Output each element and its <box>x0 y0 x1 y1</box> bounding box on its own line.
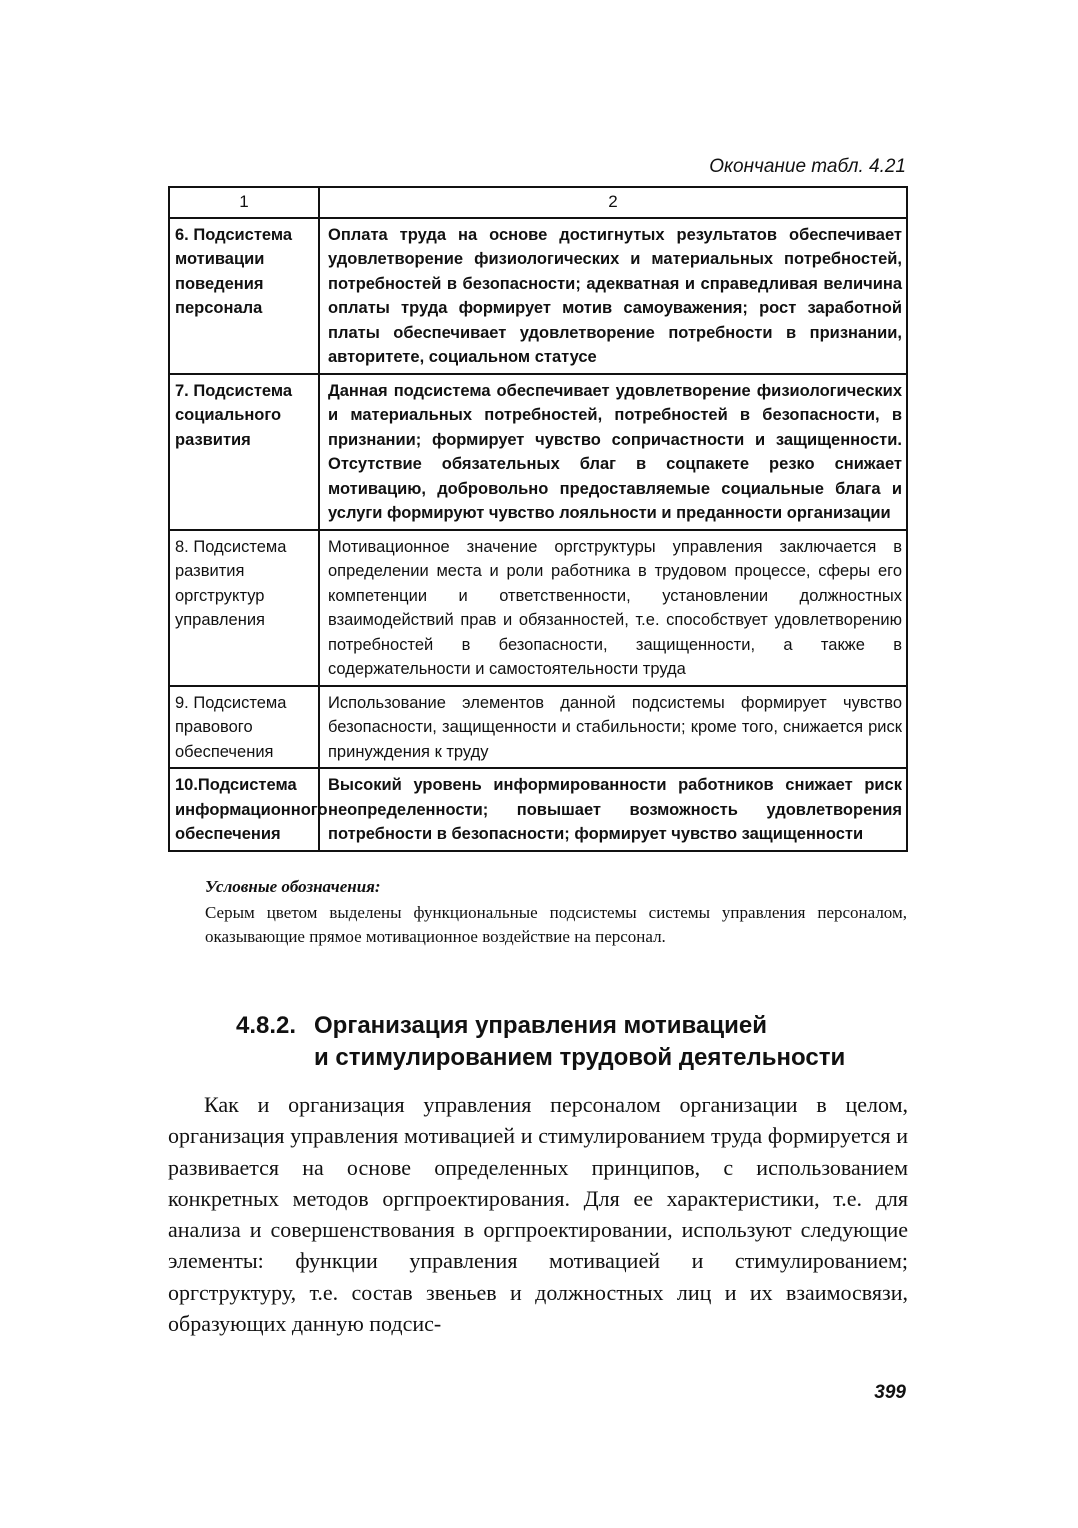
subsystem-name: 10.Подсистема информационного обеспечения <box>169 768 319 851</box>
subsystem-name: 7. Подсистема социального развития <box>169 374 319 530</box>
table-row <box>169 218 907 374</box>
table-row <box>169 374 907 530</box>
subsystem-description: Мотивационное значение оргструктуры управления заключается в определении места и роли работника в трудовом процессе, сферы его компетенции и ответственности, установлении должностных взаимодействий прав и обязанностей, т.е. способствует удовлетворению потребностей в безопасности, защищенности, а также в содержательности и самостоятельности труда <box>319 530 907 686</box>
page-number: 399 <box>874 1382 906 1403</box>
table-row <box>169 530 907 686</box>
subsystem-description: Высокий уровень информированности работников снижает риск неопределенности; повышает возможность удовлетворения потребности в безопасности; формирует чувство защищенности <box>319 768 907 851</box>
column-header-1: 1 <box>169 187 319 218</box>
subsystem-description: Данная подсистема обеспечивает удовлетворение физиологических и материальных потребностей, потребностей в безопасности, в признании; формирует чувство сопричастности и защищенности. Отсутствие обязательных благ в соцпакете резко снижает мотивацию, добровольно предоставляемые социальные блага и услуги формируют чувство лояльности и преданности организации <box>319 374 907 530</box>
section-heading <box>236 1010 845 1074</box>
subsystem-name: 6. Подсистема мотивации поведения персонала <box>169 218 319 374</box>
body-paragraph: Как и организация управления персоналом организации в целом, организация управления мотивацией и стимулированием труда формируется и развивается на основе определенных принципов, с использованием конкретных методов оргпроектирования. Для ее характеристики, т.е. для анализа и совершенствования в оргпроектировании, используют следующие элементы: функции управления мотивацией и стимулированием; оргструктуру, т.е. состав звеньев и должностных лиц и их взаимосвязи, образующих данную подсис- <box>168 1092 908 1337</box>
table-row <box>169 686 907 769</box>
table-header-row <box>169 187 907 218</box>
subsystem-name: 9. Подсистема правового обеспечения <box>169 686 319 769</box>
section-number: 4.8.2. <box>236 1012 297 1039</box>
column-header-2: 2 <box>319 187 907 218</box>
section-title-line-1: Организация управления мотивацией <box>314 1012 767 1039</box>
section-title-line-2: и стимулированием трудовой деятельности <box>314 1044 846 1071</box>
subsystem-description: Использование элементов данной подсистемы формирует чувство безопасности, защищенности и стабильности; кроме того, снижается риск принуждения к труду <box>319 686 907 769</box>
table-caption: Окончание табл. 4.21 <box>709 156 906 177</box>
legend-text: Серым цветом выделены функциональные подсистемы системы управления персоналом, оказывающие прямое мотивационное воздействие на персонал. <box>205 903 907 946</box>
legend-title: Условные обозначения: <box>205 877 381 896</box>
table-row <box>169 768 907 851</box>
subsystem-name: 8. Подсистема развития оргструктур управления <box>169 530 319 686</box>
motivation-subsystems-table <box>168 186 908 852</box>
subsystem-description: Оплата труда на основе достигнутых результатов обеспечивает удовлетворение физиологических и материальных потребностей, потребностей в безопасности; адекватная и справедливая величина оплаты труда формирует мотив самоуважения; рост заработной платы обеспечивает удовлетворение потребности в признании, авторитете, социальном статусе <box>319 218 907 374</box>
